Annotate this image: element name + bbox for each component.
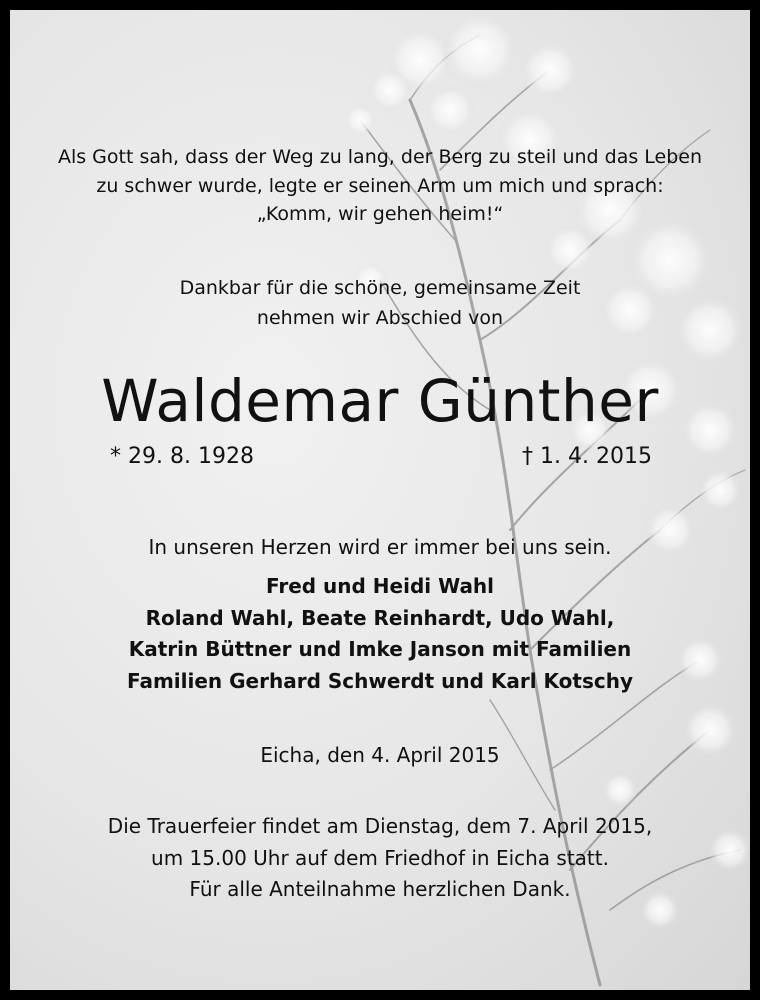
funeral-line: um 15.00 Uhr auf dem Friedhof in Eicha statt.	[151, 845, 609, 870]
death-date: † 1. 4. 2015	[522, 444, 652, 469]
intro-line: nehmen wir Abschied von	[256, 307, 504, 329]
memorial-saying: In unseren Herzen wird er immer bei uns sein.	[148, 535, 612, 559]
poem	[10, 143, 750, 229]
mourners-list	[10, 571, 750, 697]
mourner-line: Katrin Büttner und Imke Janson mit Familien	[128, 637, 632, 661]
intro-line: Dankbar für die schöne, gemeinsame Zeit	[179, 277, 581, 299]
place-and-date: Eicha, den 4. April 2015	[260, 743, 500, 767]
poem-line: „Komm, wir gehen heim!“	[256, 203, 504, 225]
obituary-card	[10, 10, 750, 990]
birth-date: * 29. 8. 1928	[110, 444, 254, 469]
funeral-notice	[10, 811, 750, 906]
mourner-line: Familien Gerhard Schwerdt und Karl Kotschy	[126, 668, 634, 693]
funeral-line: Die Trauerfeier findet am Dienstag, dem 7. April 2015,	[107, 814, 653, 838]
obituary-text	[10, 10, 750, 990]
poem-line: zu schwer wurde, legte er seinen Arm um mich und sprach:	[96, 174, 664, 197]
mourner-line: Roland Wahl, Beate Reinhardt, Udo Wahl,	[145, 605, 615, 630]
mourner-line: Fred und Heidi Wahl	[265, 574, 495, 598]
funeral-line: Für alle Anteilnahme herzlichen Dank.	[189, 877, 571, 901]
farewell-intro	[10, 273, 750, 333]
poem-line: Als Gott sah, dass der Weg zu lang, der Berg zu steil und das Leben	[57, 146, 703, 168]
deceased-name: Waldemar Günther	[101, 367, 659, 435]
